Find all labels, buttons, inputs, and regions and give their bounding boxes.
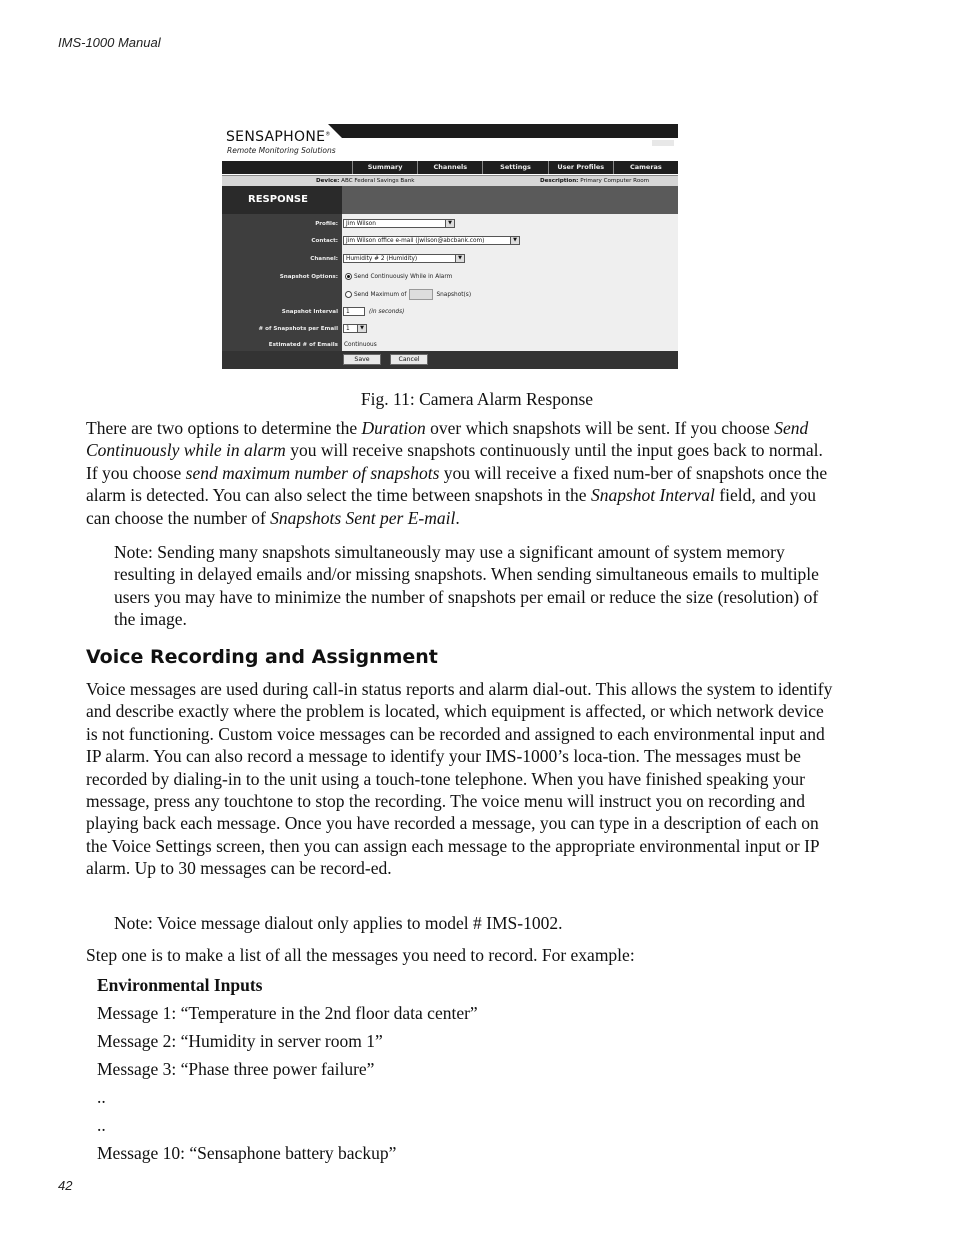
camera-response-screenshot [222,124,678,369]
response-band [342,186,678,214]
section-heading: Voice Recording and Assignment [86,646,438,668]
logo-tagline: Remote Monitoring Solutions [227,146,336,155]
chevron-down-icon: ▼ [455,255,464,262]
contact-label: Contact: [311,238,338,244]
snapshots-per-email-select[interactable]: 1 ▼ [343,324,367,333]
list-item: Message 2: “Humidity in server room 1” [97,1031,383,1051]
device-info: Device: ABC Federal Savings Bank [316,178,415,184]
response-title: RESPONSE [222,186,342,214]
top-bar [342,124,678,138]
sensaphone-logo: SENSAPHONE® [226,129,331,145]
description-info: Description: Primary Computer Room [540,178,650,184]
button-bar [222,351,678,369]
paragraph-voice: Voice messages are used during call-in status reports and alarm dial-out. This allows the system to identify and describe exactly where the problem is located, which equipment is affected, or which network device is not functioning. Custom voice messages can be recorded and assigned to each environmental input and IP alarm. You can also record a message to identify your IMS-1000’s loca-tion. The messages must be recorded by dialing-in to the unit using a touch-tone telephone. When you have finished speaking your message, press any touchtone to stop the recording. The voice menu will instruct you on recording and playing back each message. Once you have recorded a message, you can type in a description of each on the Voice Settings screen, then you can assign each message to the appropriate environmental input or IP alarm. Up to 30 messages can be record-ed. [86,679,833,879]
tab-channels[interactable]: Channels [417,161,482,174]
tab-summary[interactable]: Summary [352,161,417,174]
tab-user-profiles[interactable]: User Profiles [548,161,613,174]
list-item: Message 3: “Phase three power failure” [97,1059,375,1079]
channel-label: Channel: [310,256,338,262]
estimated-emails-value: Continuous [344,342,377,348]
page-number: 42 [58,1178,73,1193]
list-item: Message 1: “Temperature in the 2nd floor data center” [97,1003,478,1023]
snapshot-interval-input[interactable]: 1 [343,307,365,316]
radio-unselected-icon[interactable] [345,291,352,298]
paragraph-step-one: Step one is to make a list of all the messages you need to record. For example: [86,945,635,965]
running-head: IMS-1000 Manual [58,35,161,50]
snapshot-interval-unit: (in seconds) [369,309,405,315]
note-dialout: Note: Voice message dialout only applies to model # IMS-1002. [114,913,563,933]
paragraph-duration: There are two options to determine the Duration over which snapshots will be sent. If you choose Send Continuously while in alarm you will receive snapshots continuously until the input goes back to normal. If you choose send maximum number of snapshots you will receive a fixed num-ber of snapshots once the alarm is detected. You can also select the time between snapshots in the Snapshot Interval field, and you can choose the number of Snapshots Sent per E-mail. [86,418,828,528]
profile-select[interactable]: Jim Wilson ▼ [343,219,455,228]
channel-select[interactable]: Humidity # 2 (Humidity) ▼ [343,254,465,263]
radio-selected-icon[interactable] [345,273,352,280]
list-item: Message 10: “Sensaphone battery backup” [97,1143,397,1163]
snapshot-interval-label: Snapshot Interval [281,309,338,315]
chevron-down-icon: ▼ [357,325,366,332]
profile-label: Profile: [315,221,338,227]
option-maximum[interactable]: Send Maximum of Snapshot(s) [345,289,471,300]
snapshot-options-label: Snapshot Options: [279,274,338,280]
chevron-down-icon: ▼ [510,237,519,244]
cancel-button[interactable]: Cancel [390,354,428,365]
tab-settings[interactable]: Settings [482,161,547,174]
list-item: .. [97,1087,106,1107]
option-continuous[interactable]: Send Continuously While in Alarm [345,273,452,280]
save-button[interactable]: Save [343,354,381,365]
list-item: .. [97,1115,106,1135]
snapshots-per-email-label: # of Snapshots per Email [258,326,338,332]
list-title: Environmental Inputs [97,975,263,995]
figure-caption: Fig. 11: Camera Alarm Response [360,389,594,409]
tab-cameras[interactable]: Cameras [613,161,678,174]
note-memory: Note: Sending many snapshots simultaneously may use a significant amount of system memory resulting in delayed emails and/or missing snapshots. When sending simultaneous emails to multiple users you may have to minimize the number of snapshots per email or reduce the size (resolution) of the image. [114,542,819,630]
contact-select[interactable]: Jim Wilson office e-mail (jwilson@abcbank.com) ▼ [343,236,520,245]
chevron-down-icon: ▼ [445,220,454,227]
dot-pattern [652,140,674,146]
estimated-emails-label: Estimated # of Emails [268,342,338,348]
max-snapshots-input[interactable] [409,289,433,300]
main-nav [352,161,678,174]
